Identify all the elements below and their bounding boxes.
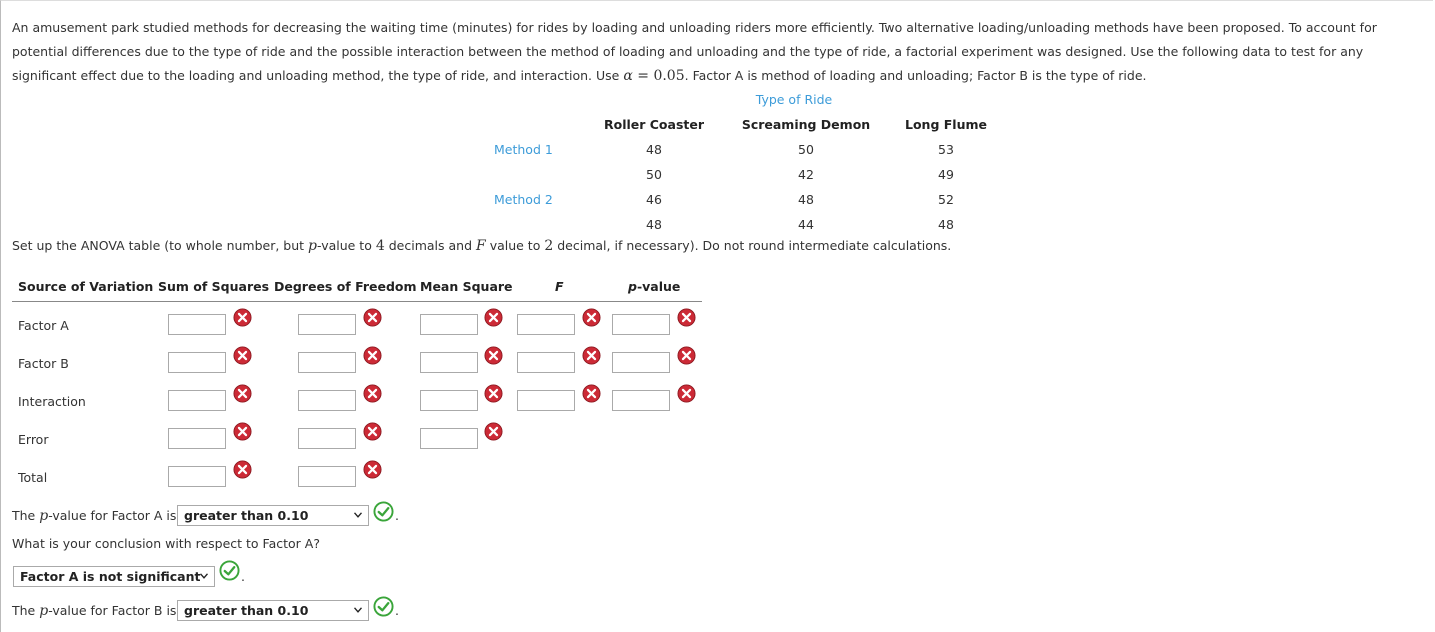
factor-a-df-input[interactable]	[298, 314, 356, 335]
anova-instructions: Set up the ANOVA table (to whole number, but p-value to 4 decimals and F value to 2 decimal, if necessary). Do not round intermediate calculations.	[12, 238, 952, 254]
chevron-down-icon	[354, 607, 362, 613]
table-cell: 48	[798, 192, 814, 207]
header-source: Source of Variation	[18, 279, 154, 294]
factor-b-df-input[interactable]	[298, 352, 356, 373]
table-cell: 50	[646, 167, 662, 182]
chevron-down-icon	[200, 573, 208, 579]
alpha-value: 0.05	[653, 68, 685, 84]
interaction-ss-input[interactable]	[168, 390, 226, 411]
alpha-symbol: α	[623, 68, 633, 84]
header-f: F	[555, 279, 564, 294]
interaction-df-input[interactable]	[298, 390, 356, 411]
row-label-interaction: Interaction	[18, 394, 86, 409]
table-cell: 49	[938, 167, 954, 182]
check-circle-icon	[373, 596, 394, 617]
check-circle-icon	[373, 501, 394, 522]
table-cell: 53	[938, 142, 954, 157]
factor-a-p-input[interactable]	[612, 314, 670, 335]
factor-b-pvalue-select[interactable]: greater than 0.10	[177, 600, 369, 621]
chevron-down-icon	[354, 512, 362, 518]
x-circle-icon	[484, 346, 503, 365]
table-cell: 42	[798, 167, 814, 182]
x-circle-icon	[363, 308, 382, 327]
x-circle-icon	[484, 384, 503, 403]
x-circle-icon	[233, 460, 252, 479]
row-label-method-2: Method 2	[494, 192, 553, 207]
x-circle-icon	[582, 346, 601, 365]
row-label-factor-a: Factor A	[18, 318, 69, 333]
interaction-f-input[interactable]	[517, 390, 575, 411]
x-circle-icon	[363, 460, 382, 479]
problem-statement: An amusement park studied methods for decreasing the waiting time (minutes) for rides by loading and unloading riders more efficiently. Two alternative loading/unloading methods have been proposed. To account for potential differences due to the type of ride and the possible interaction between the method of loading and unloading and the type of ride, a factorial experiment was designed. Use the following data to test for any significant effect due to the loading and unloading method, the type of ride, and interaction. Use α = 0.05. Factor A is method of loading and unloading; Factor B is the type of ride.	[12, 20, 1377, 84]
factor-a-pvalue-select[interactable]: greater than 0.10	[177, 505, 369, 526]
row-label-factor-b: Factor B	[18, 356, 69, 371]
table-cell: 48	[938, 217, 954, 232]
x-circle-icon	[233, 422, 252, 441]
factor-a-conclusion-select[interactable]: Factor A is not significant	[13, 566, 215, 587]
x-circle-icon	[363, 384, 382, 403]
table-cell: 52	[938, 192, 954, 207]
x-circle-icon	[677, 308, 696, 327]
error-ms-input[interactable]	[420, 428, 478, 449]
header-divider	[12, 301, 702, 302]
column-header: Roller Coaster	[603, 117, 705, 132]
x-circle-icon	[233, 308, 252, 327]
x-circle-icon	[484, 422, 503, 441]
x-circle-icon	[677, 346, 696, 365]
header-degrees-of-freedom: Degrees of Freedom	[274, 279, 417, 294]
x-circle-icon	[363, 346, 382, 365]
factor-a-ms-input[interactable]	[420, 314, 478, 335]
x-circle-icon	[233, 384, 252, 403]
group-header: Type of Ride	[755, 92, 833, 107]
column-header: Long Flume	[905, 117, 987, 132]
factor-b-ms-input[interactable]	[420, 352, 478, 373]
table-cell: 48	[646, 142, 662, 157]
x-circle-icon	[363, 422, 382, 441]
check-circle-icon	[219, 560, 240, 581]
table-cell: 46	[646, 192, 662, 207]
x-circle-icon	[582, 384, 601, 403]
header-sum-of-squares: Sum of Squares	[158, 279, 270, 294]
column-header: Screaming Demon	[741, 117, 871, 132]
header-mean-square: Mean Square	[420, 279, 513, 294]
factor-b-ss-input[interactable]	[168, 352, 226, 373]
table-cell: 44	[798, 217, 814, 232]
factor-b-f-input[interactable]	[517, 352, 575, 373]
x-circle-icon	[484, 308, 503, 327]
factor-a-ss-input[interactable]	[168, 314, 226, 335]
question-factor-b-pvalue: The p-value for Factor B is	[12, 603, 177, 619]
table-cell: 48	[646, 217, 662, 232]
error-ss-input[interactable]	[168, 428, 226, 449]
x-circle-icon	[677, 384, 696, 403]
row-label-total: Total	[18, 470, 48, 485]
interaction-p-input[interactable]	[612, 390, 670, 411]
interaction-ms-input[interactable]	[420, 390, 478, 411]
row-label-error: Error	[18, 432, 49, 447]
table-cell: 50	[798, 142, 814, 157]
factor-b-p-input[interactable]	[612, 352, 670, 373]
question-factor-a-pvalue: The p-value for Factor A is	[12, 508, 177, 524]
x-circle-icon	[233, 346, 252, 365]
question-factor-a-conclusion: What is your conclusion with respect to Factor A?	[12, 536, 320, 551]
header-p-value: p-value	[628, 279, 681, 294]
factor-a-f-input[interactable]	[517, 314, 575, 335]
total-ss-input[interactable]	[168, 466, 226, 487]
error-df-input[interactable]	[298, 428, 356, 449]
x-circle-icon	[582, 308, 601, 327]
row-label-method-1: Method 1	[494, 142, 553, 157]
total-df-input[interactable]	[298, 466, 356, 487]
